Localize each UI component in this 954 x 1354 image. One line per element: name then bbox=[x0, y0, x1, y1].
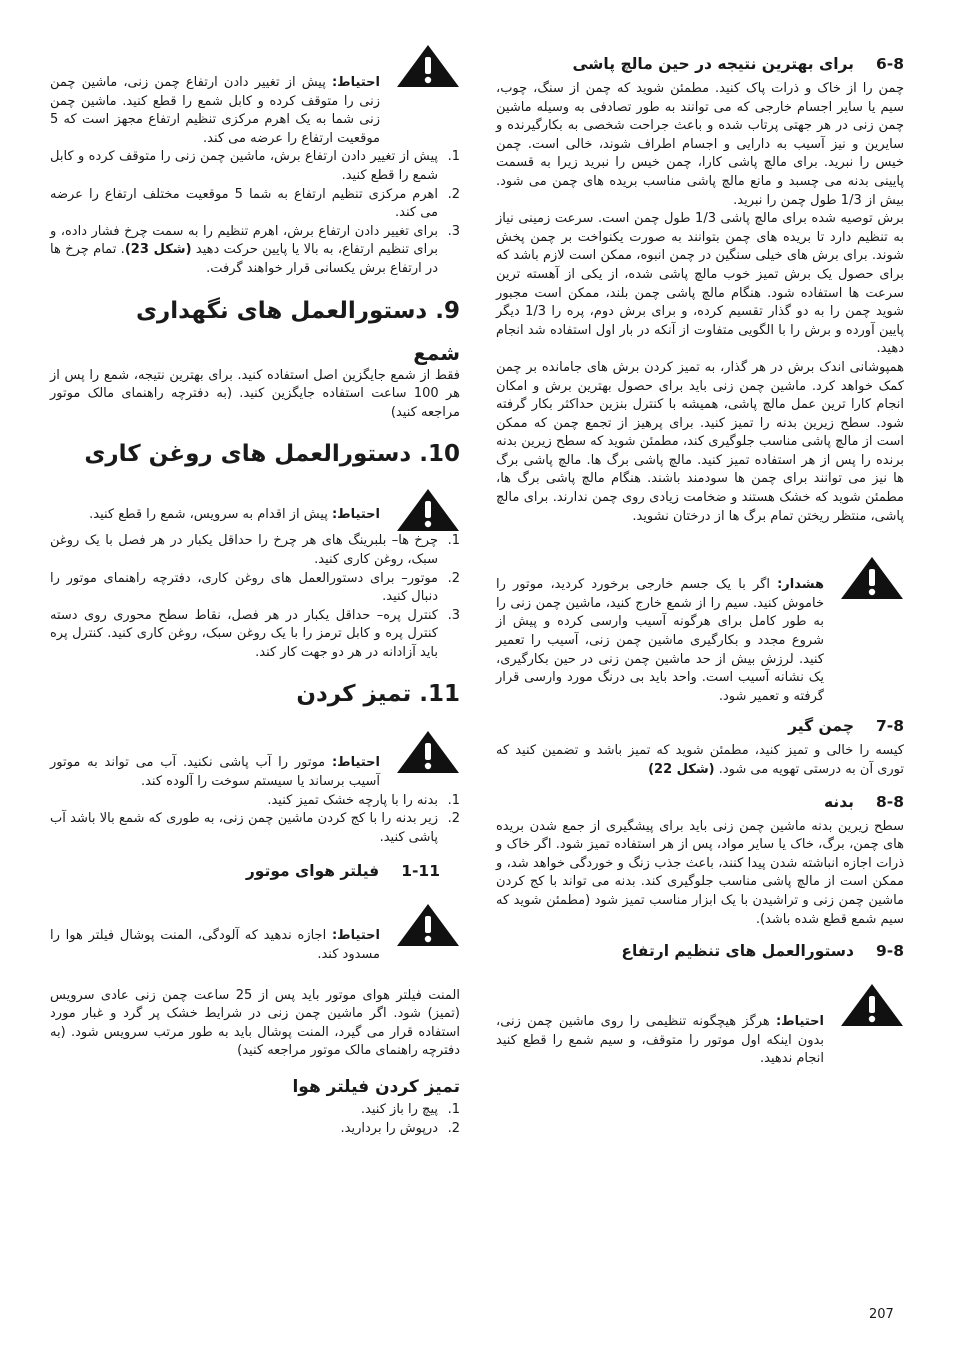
spark-plug-heading: شمع bbox=[413, 340, 460, 365]
mulching-paragraph-3: همپوشانی اندک برش در هر گذار، به تمیز کردن برش های جامانده بر چمن کمک خواهد کرد. ماشین چمن زنی باید برای حصول بهترین برش و امکان انجام کارا ترین عمل مالچ پاشی، همیشه با کنترل بنزین حداکثر بکار گرفته شود. سطح زیرین بدنه را تمیز کنید. برای پرهیز از تجمع چمن که ممکن است از مالچ پاشی مناسب جلوگیری کند، مطمئن شوید که سطح زیرین بدنه برنده را پس از هر استفاده تمیز کنید. مالچ پاشی برگ ها. مالچ پاشی برگ ها نیز می توانند برای چمن ها سودمند باشند. هنگام مالچ پاشی برگ ها، مطمئن شوید که خشک هستند و ضخامت زیادی روی چمن ندارند. برای مالچ پاشی، منتظر ریختن تمام برگ ها از درختان نشوید. bbox=[496, 359, 904, 524]
warning-triangle-icon bbox=[396, 488, 460, 532]
list-item: 2. اهرم مرکزی تنظیم ارتفاع به شما 5 موقعیت مختلف ارتفاع را عرضه می کند. bbox=[50, 186, 460, 221]
list-item: 3. برای تغییر دادن ارتفاع برش، اهرم تنظیم را به سمت چرخ فشار داده، و برای تنظیم ارتفاع، به بالا یا پایین حرکت دهید (شکل 23). تمام چرخ ها در ارتفاع برش یکسانی قرار خواهند گرفت. bbox=[50, 223, 460, 276]
list-item: 2. موتور– برای دستورالعمل های روغن کاری، دفترچه راهنمای موتور را دنبال کنید. bbox=[50, 570, 460, 605]
height-steps-list bbox=[50, 148, 460, 278]
caution-cutting-height bbox=[50, 44, 460, 148]
section-8-8-heading: 8-8بدنه bbox=[823, 792, 904, 811]
filter-steps-list bbox=[50, 1101, 460, 1138]
section-1-11-heading: 1-11فیلتر هوای موتور bbox=[245, 862, 440, 881]
list-item: 1. پیچ را باز کنید. bbox=[360, 1102, 460, 1117]
caution-label: احتیاط: bbox=[331, 75, 380, 90]
caution-adjustment bbox=[496, 983, 904, 1069]
caution-service bbox=[50, 488, 460, 532]
warning-triangle-icon bbox=[840, 983, 904, 1027]
list-item: 3. کنترل پره– حداقل یکبار در هر فصل، نقاط سطح محوری روی دسته کنترل پره و کابل ترمز را با یک روغن سبک، روغن کاری کنید. کنترل پره باید آزادانه در هر دو جهت کار کند. bbox=[50, 607, 460, 660]
caution-label: احتیاط: bbox=[331, 755, 380, 771]
section-10-heading: 10. دستورالعمل های روغن کاری bbox=[84, 441, 460, 468]
deck-paragraph: سطح زیرین بدنه ماشین چمن زنی باید برای پیشگیری از جمع شدن بریده های چمن، برگ، خاک یا سایر مواد، پس از هر استفاده تمیز شود. اگر خاک و ذرات اجازه انباشته شدن پیدا کنند، باعث جذب زنگ و خوردگی خواهد شد، و ممکن است از مالچ پاشی مناسب جلوگیری کند. بدنه می تواند با کج کردن ماشین چمن زنی و تراشیدن با یک ابزار مناسب تمیز شود (مطمئن شوید که سیم شمع قطع شده باشد). bbox=[496, 818, 904, 927]
caution-label: احتیاط: bbox=[331, 507, 380, 523]
right-column bbox=[496, 52, 904, 1069]
mulching-paragraph-2: برش توصیه شده برای مالچ پاشی 1/3 طول چمن است. سرعت زمینی نیاز به تنظیم دارد تا بریده های چمن بتوانند به صورت یکنواخت بر چمن پخش شوند. برای برش های خیلی سنگین در چمن انبوه، ممکن است لازم باشد که برای حصول یک برش تمیز خوب مالچ پاشی شده، از یکی از آهسته ترین سرعت ها استفاده شود. هنگام مالچ پاشی چمن بلند، ممکن است مجبور شوید چمن را به دو گذار تقسیم کرده، و برای برش دوم، پره را 1/3 دیگر پایین آورده و برش را با الگویی متفاوت از آنکه در بار اول استفاده شد انجام دهید. bbox=[496, 211, 904, 357]
section-6-8-heading: 6-8برای بهترین نتیجه در حین مالچ پاشی bbox=[572, 55, 904, 73]
clean-air-filter-heading: تمیز کردن فیلتر هوا bbox=[292, 1077, 460, 1097]
section-9-8-heading: 9-8دستورالعمل های تنظیم ارتفاع bbox=[621, 942, 904, 961]
warning-label: هشدار: bbox=[777, 577, 824, 593]
left-column bbox=[50, 44, 460, 1138]
caution-text: هرگز هیچگونه تنظیمی را روی ماشین چمن زنی، بدون اینکه اول موتور را متوقف، و سیم شمع را قطع کنید انجام ندهید. bbox=[496, 1014, 824, 1067]
caution-label: احتیاط: bbox=[775, 1014, 824, 1030]
caution-text: پیش از تغییر دادن ارتفاع چمن زنی، ماشین چمن زنی را متوقف کرده و کابل شمع را قطع کنید. ماشین چمن زنی شما به یک اهرم مرکزی تنظیم ارتفاع مجهز است که 5 موقعیت ارتفاع را عرضه می کند. bbox=[50, 75, 380, 146]
warning-triangle-icon bbox=[840, 556, 904, 600]
lubrication-list bbox=[50, 532, 460, 662]
warning-triangle-icon bbox=[396, 730, 460, 774]
caution-water bbox=[50, 730, 460, 791]
list-item: 2. درپوش را بردارید. bbox=[340, 1120, 460, 1136]
list-item: 1. چرخ ها– بلبرینگ های هر چرخ را حداقل یکبار در هر فصل با یک روغن سبک، روغن کاری کنید. bbox=[50, 533, 460, 567]
list-item: 1. پیش از تغییر دادن ارتفاع برش، ماشین چمن زنی را متوقف کرده و کابل شمع را قطع کنید. bbox=[50, 149, 460, 183]
list-item: 1. بدنه را با پارچه خشک تمیز کنید. bbox=[267, 792, 460, 808]
page-number: 207 bbox=[869, 1307, 894, 1322]
mulching-paragraph-1: چمن را از خاک و ذرات پاک کنید. مطمئن شوید که چمن از سنگ، چوب، سیم یا سایر اجسام خارجی که می توانند به طور تصادفی به وسیله ماشین چمن زنی در هر جهتی پرتاب شده و باعث جراحت شخصی به بکارگیرنده و سایرین و نیز آسیب به دارایی و اجسام اطراف شوند، خالی است. چمن خیس را نبرید. برای مالچ پاشی کارا، چمن خیس را نبرید زیرا به قسمت پایینی بدنه می چسبد و مانع مالچ پاشی مناسب بریده های چمن می شود. بیش از 1/3 طول چمن را نبرید. bbox=[496, 81, 904, 208]
spark-plug-paragraph: فقط از شمع جایگزین اصل استفاده کنید. برای بهترین نتیجه، شمع را پس از هر 100 ساعت استفاده جایگزین کنید. (به دفترچه راهنمای مالک موتور مراجعه کنید) bbox=[50, 367, 460, 420]
cleaning-list bbox=[50, 792, 460, 848]
section-7-8-heading: 7-8چمن گیر bbox=[788, 717, 904, 736]
section-11-heading: 11. تمیز کردن bbox=[296, 681, 460, 708]
caution-text: پیش از اقدام به سرویس، شمع را قطع کنید. bbox=[89, 507, 328, 523]
warning-triangle-icon bbox=[396, 903, 460, 947]
warning-text: اگر با یک جسم خارجی برخورد کردید، موتور را خاموش کنید. سیم را از شمع خارج کنید، ماشین چمن زنی را به طور کامل برای هرگونه آسیب وارسی کرده و پیش از شروع مجدد و بکارگیری ماشین چمن زنی، آسیب را تعمیر کنید. لرزش بیش از حد ماشین چمن زنی در حین بکارگیری، یک نشانه آسیب است. واحد باید بی درنگ مورد وارسی قرار گرفته و تعمیر شود. bbox=[496, 577, 824, 704]
air-filter-paragraph: المنت فیلتر هوای موتور باید پس از 25 ساعت چمن زنی عادی سرویس (تمیز) شود. اگر ماشین چمن زنی در شرایط خشک پر گرد و غبار مورد استفاده قرار می گیرد، المنت پوشال باید به طور مرتب سرویس شود. (به دفترچه راهنمای مالک موتور مراجعه کنید) bbox=[50, 987, 461, 1059]
caution-text: اجازه ندهید که آلودگی، المنت پوشال فیلتر هوا را مسدود کند. bbox=[50, 928, 380, 963]
warning-triangle-icon bbox=[396, 44, 460, 88]
grass-catcher-paragraph: کیسه را خالی و تمیز کنید، مطمئن شوید که تمیز باشد و تضمین کنید که توری آن به درستی تهویه می شود. (شکل 22) bbox=[496, 743, 904, 777]
section-9-heading: 9. دستورالعمل های نگهداری bbox=[135, 297, 460, 324]
caution-label: احتیاط: bbox=[331, 928, 380, 944]
caution-text: موتور را آب پاشی نکنید. آب می تواند به موتور آسیب برساند یا سیستم سوخت را آلوده کند. bbox=[50, 755, 380, 790]
caution-air-filter bbox=[50, 903, 460, 964]
list-item: 2. زیر بدنه را با کج کردن ماشین چمن زنی، به طوری که شمع بالا باشد آب پاشی کنید. bbox=[50, 811, 460, 845]
warning-foreign-object bbox=[496, 556, 904, 706]
